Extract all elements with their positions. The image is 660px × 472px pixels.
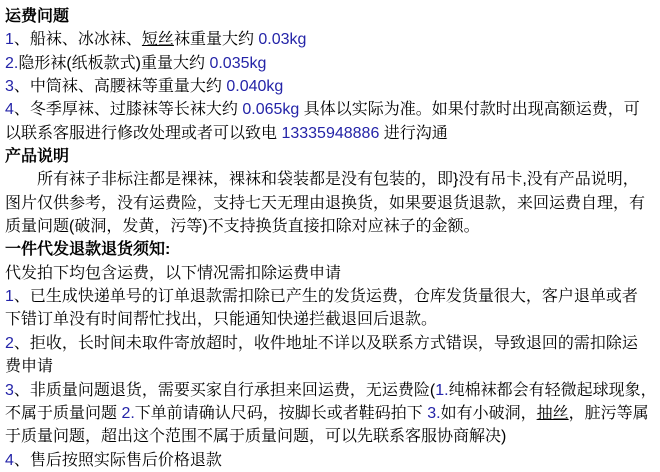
number-text: 3. xyxy=(427,404,441,422)
text-line xyxy=(5,98,656,121)
text-segment: 、中筒袜、高腰袜等重量大约 xyxy=(13,78,227,96)
number-text: 1 xyxy=(5,31,14,49)
text-segment: 一件代发退款退货须知: xyxy=(5,241,171,259)
number-text: 1 xyxy=(5,288,14,306)
text-line xyxy=(5,425,656,448)
text-segment: 运费问题 xyxy=(5,8,70,25)
number-text: 0.065kg xyxy=(242,101,300,119)
text-segment: 、非质量问题退货，需要买家自行承担来回运费，无运费险( xyxy=(13,381,436,399)
text-line xyxy=(5,379,656,402)
number-text: 0.035kg xyxy=(209,54,267,72)
text-segment: 费申请 xyxy=(5,358,54,376)
text-line xyxy=(5,332,656,355)
number-text: 2 xyxy=(5,334,14,352)
text-segment: 隐形袜(纸板款式)重量大约 xyxy=(18,54,210,72)
number-text: 3 xyxy=(5,78,14,96)
text-segment: 进行沟通 xyxy=(379,124,448,142)
number-text: 0.03kg xyxy=(258,31,307,49)
number-text: 13335948886 xyxy=(281,124,380,142)
section-heading xyxy=(5,5,656,28)
text-line xyxy=(5,168,656,191)
text-segment: 以联系客服进行修改处理或者可以致电 xyxy=(5,124,282,142)
text-segment: ，脏污等属 xyxy=(568,404,649,422)
text-segment: 、已生成快递单号的订单退款需扣除已产生的发货运费，仓库发货量很大，客户退单或者 xyxy=(13,288,638,306)
number-text: 3 xyxy=(5,381,14,399)
text-segment: 不属于质量问题 xyxy=(5,404,122,422)
text-line xyxy=(5,262,656,285)
underlined-text: 短丝 xyxy=(141,31,174,49)
text-line xyxy=(5,52,656,75)
section-heading xyxy=(5,145,656,168)
text-segment: 所有袜子非标注都是裸袜，裸袜和袋装都是没有包装的，即}没有吊卡,没有产品说明， xyxy=(5,171,639,189)
text-segment: 产品说明 xyxy=(5,148,70,166)
text-line xyxy=(5,449,656,472)
text-line xyxy=(5,402,656,425)
number-text: 0.040kg xyxy=(226,78,284,96)
text-segment: 纯棉袜都会有轻微起球现象， xyxy=(448,381,657,399)
underlined-text: 抽丝 xyxy=(536,404,569,422)
text-line xyxy=(5,28,656,51)
text-segment: 下单前请确认尺码，按脚长或者鞋码拍下 xyxy=(134,404,428,422)
text-segment: 图片仅供参考，没有运费险，支持七天无理由退换货，如果要退货退款，来回运费自理，有 xyxy=(5,194,646,212)
text-segment: 具体以实际为准。如果付款时出现高额运费，可 xyxy=(299,101,640,119)
section-heading xyxy=(5,238,656,261)
number-text: 2. xyxy=(121,404,135,422)
text-segment: 质量问题(破洞，发黄，污等)不支持换货直接扣除对应袜子的金额。 xyxy=(5,218,480,236)
text-segment: 、冬季厚袜、过膝袜等长袜大约 xyxy=(13,101,243,119)
text-line xyxy=(5,122,656,145)
text-line xyxy=(5,215,656,238)
number-text: 2. xyxy=(5,54,19,72)
text-line xyxy=(5,308,656,331)
number-text: 1. xyxy=(435,381,449,399)
text-segment: 代发拍下均包含运费，以下情况需扣除运费申请 xyxy=(5,264,342,282)
number-text: 4 xyxy=(5,451,14,469)
text-segment: 如有小破洞， xyxy=(440,404,537,422)
text-line xyxy=(5,355,656,378)
text-line xyxy=(5,285,656,308)
text-segment: 于质量问题，超出这个范围不属于质量问题，可以先联系客服协商解决) xyxy=(5,428,507,446)
text-segment: 、船袜、冰冰袜、 xyxy=(13,31,142,49)
text-segment: 袜重量大约 xyxy=(173,31,259,49)
number-text: 4 xyxy=(5,101,14,119)
text-segment: 下错订单没有时间帮忙找出，只能通知快递拦截退回后退款。 xyxy=(5,311,438,329)
text-line xyxy=(5,192,656,215)
text-line xyxy=(5,75,656,98)
text-segment: 、拒收，长时间未取件寄放超时，收件地址不详以及联系方式错误，导致退回的需扣除运 xyxy=(13,334,638,352)
text-segment: 、售后按照实际售后价格退款 xyxy=(13,451,222,469)
